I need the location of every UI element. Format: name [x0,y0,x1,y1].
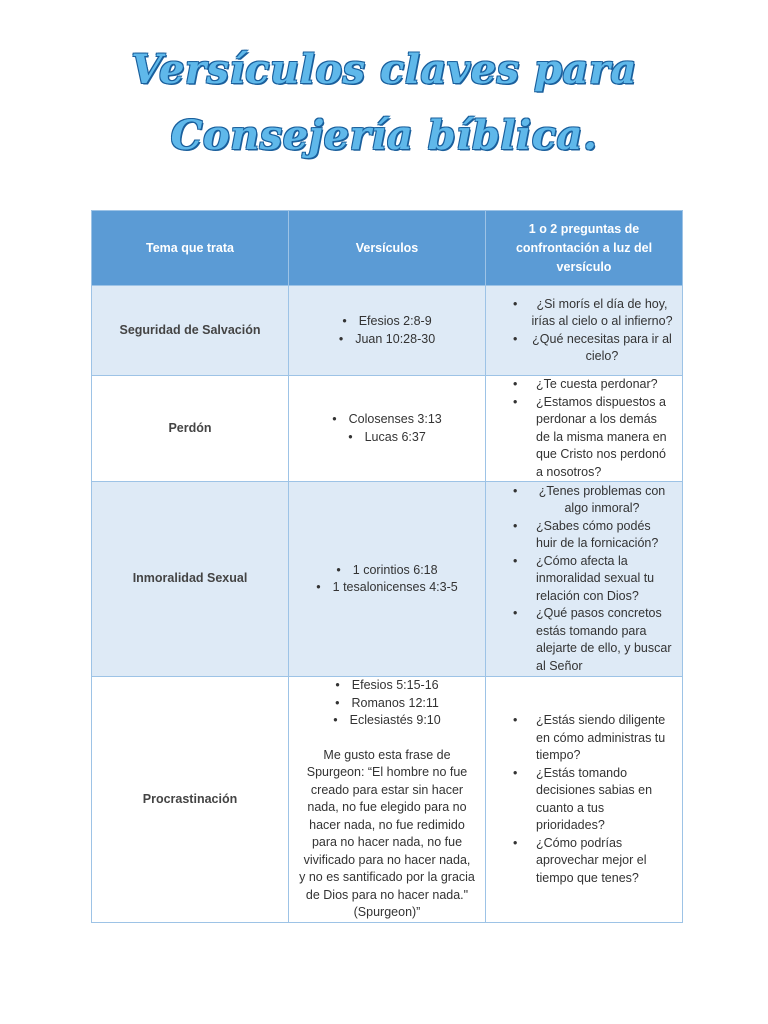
table-row [92,286,683,376]
topic-cell: Seguridad de Salvación [92,286,289,376]
question-item: • ¿Sabes cómo podés huir de la fornicación? [486,518,682,553]
title-line-2: Consejería bíblica. [170,112,598,159]
question-item: • ¿Estás siendo diligente en cómo administras tu tiempo? [486,712,682,765]
topic-cell: Procrastinación [92,677,289,923]
verse-item: • Efesios 2:8-9 [289,313,485,331]
question-item: • ¿Qué necesitas para ir al cielo? [486,331,682,366]
question-item: • ¿Si morís el día de hoy, irías al cielo o al infierno? [486,296,682,331]
header-verses: Versículos [289,211,486,286]
verse-list [289,411,485,446]
question-list [486,483,682,676]
questions-cell [486,677,683,923]
question-list [486,296,682,366]
question-item: • ¿Cómo afecta la inmoralidad sexual tu relación con Dios? [486,553,682,606]
verse-item: • Lucas 6:37 [289,429,485,447]
counseling-table [91,210,683,923]
verses-cell [289,376,486,482]
verse-item: • Colosenses 3:13 [289,411,485,429]
table-row [92,677,683,923]
questions-cell [486,376,683,482]
verse-list [289,677,485,730]
verses-cell [289,677,486,923]
questions-cell [486,286,683,376]
topic-cell: Perdón [92,376,289,482]
verse-item: • Juan 10:28-30 [289,331,485,349]
verse-item: • Efesios 5:15-16 [289,677,485,695]
verse-item: • 1 corintios 6:18 [289,562,485,580]
spurgeon-quote: Me gusto esta frase de Spurgeon: “El hombre no fue creado para estar sin hacer nada, no fue elegido para no hacer nada, no fue redimido para no hacer nada, no fue vivificado para no hacer nada, y no es santificado por la gracia de Dios para no hacer nada." (Spurgeon)” [299,747,475,920]
table-header-row [92,211,683,286]
verse-list [289,562,485,597]
verse-list [289,313,485,348]
verses-cell [289,482,486,677]
question-item: • ¿Estás tomando decisiones sabias en cuanto a tus prioridades? [486,765,682,835]
question-item: • ¿Te cuesta perdonar? [486,376,682,394]
verses-cell [289,286,486,376]
table-row [92,376,683,482]
question-item: • ¿Cómo podrías aprovechar mejor el tiempo que tenes? [486,835,682,888]
questions-cell [486,482,683,677]
question-item: • ¿Estamos dispuestos a perdonar a los demás de la misma manera en que Cristo nos perdonó a nosotros? [486,394,682,482]
header-questions: 1 o 2 preguntas de confrontación a luz del versículo [486,211,683,286]
topic-cell: Inmoralidad Sexual [92,482,289,677]
question-item: • ¿Qué pasos concretos estás tomando para alejarte de ello, y buscar al Señor [486,605,682,675]
table-row [92,482,683,677]
header-topic: Tema que trata [92,211,289,286]
title-line-1: Versículos claves para [131,46,637,93]
question-list [486,712,682,887]
verse-item: • Romanos 12:11 [289,695,485,713]
question-list [486,376,682,481]
question-item: • ¿Tenes problemas con algo inmoral? [486,483,682,518]
verse-item: • 1 tesalonicenses 4:3-5 [289,579,485,597]
verse-item: • Eclesiastés 9:10 [289,712,485,730]
